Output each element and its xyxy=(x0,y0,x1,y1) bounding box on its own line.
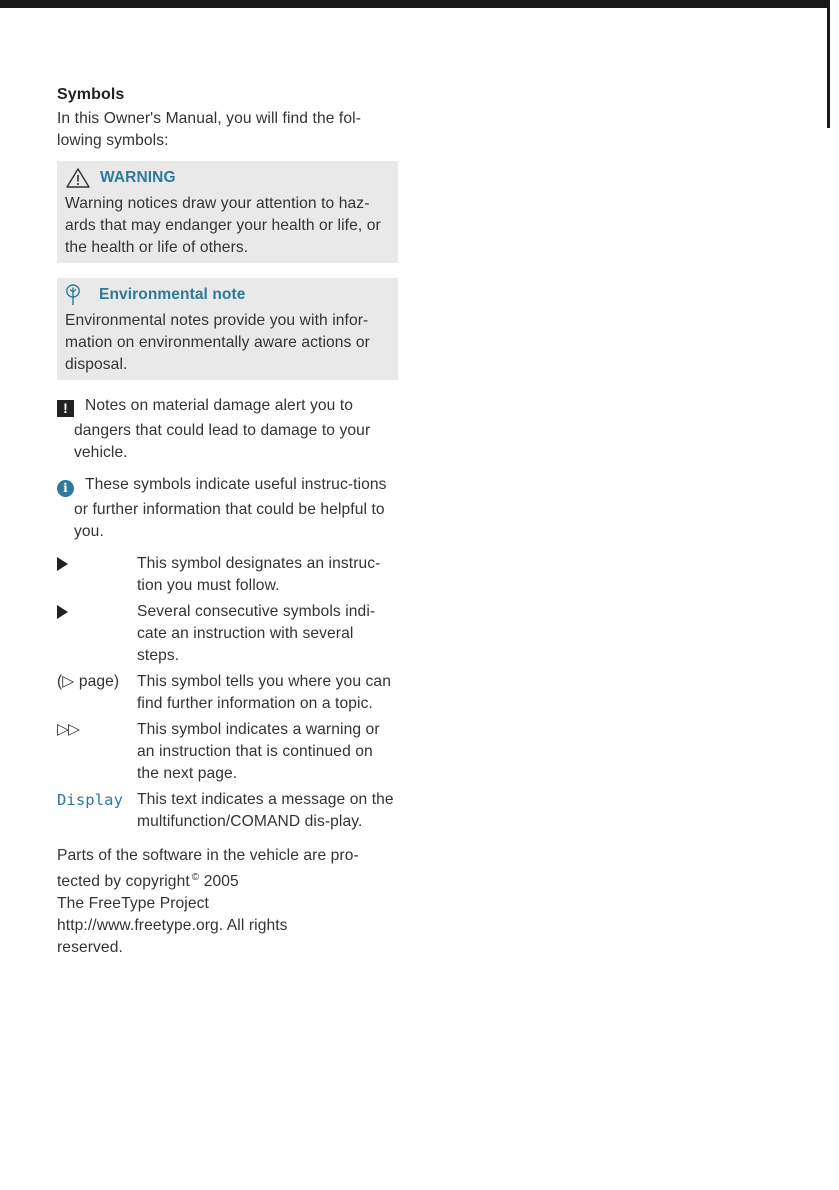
material-damage-text: Notes on material damage alert you to dangers that could lead to damage to your vehicle. xyxy=(74,397,371,461)
symbol-description: Several consecutive symbols indi-cate an instruction with several steps. xyxy=(137,603,376,664)
warning-box xyxy=(57,161,398,263)
environmental-title: Environmental note xyxy=(99,286,246,303)
symbol-description: This symbol tells you where you can find further information on a topic. xyxy=(137,673,391,712)
copyright-symbol: © xyxy=(191,872,200,883)
environmental-text: Environmental notes provide you with infor-mation on environmentally aware actions or disposal. xyxy=(65,312,370,373)
info-icon: i xyxy=(57,480,74,497)
copyright-year: 2005 xyxy=(203,873,239,890)
symbol-row xyxy=(57,789,398,833)
copyright-link: http://www.freetype.org. All rights xyxy=(57,917,288,934)
copyright-line: reserved. xyxy=(57,939,123,956)
copyright-notice xyxy=(57,845,398,959)
symbol-description: This text indicates a message on the multifunction/COMAND dis-play. xyxy=(137,791,394,830)
symbol-row xyxy=(57,601,398,667)
symbol-row xyxy=(57,553,398,597)
page-side-rule xyxy=(827,0,830,128)
instruction-arrow-icon xyxy=(57,605,68,619)
info-note xyxy=(57,474,398,543)
copyright-line: The FreeType Project xyxy=(57,895,209,912)
info-note-text: These symbols indicate useful instruc-tions or further information that could be helpful to you. xyxy=(74,476,387,540)
environmental-title-row xyxy=(65,284,390,306)
symbols-section xyxy=(57,82,398,959)
exclamation-icon: ! xyxy=(57,400,74,417)
environmental-note-box xyxy=(57,278,398,380)
warning-title: WARNING xyxy=(100,169,176,186)
instruction-arrow-icon xyxy=(57,557,68,571)
continued-symbol: ▷▷ xyxy=(57,721,79,738)
warning-title-row xyxy=(65,167,390,189)
intro-text: In this Owner's Manual, you will find the fol- lowing symbols: xyxy=(57,110,361,149)
environment-leaf-icon xyxy=(65,284,81,306)
display-text-symbol: Display xyxy=(57,791,124,809)
section-heading: Symbols xyxy=(57,86,125,103)
page-reference-symbol: (▷ page) xyxy=(57,673,120,690)
warning-text: Warning notices draw your attention to haz-ards that may endanger your health or life, or the health or life of others. xyxy=(65,195,381,256)
material-damage-note xyxy=(57,395,398,464)
symbol-row xyxy=(57,671,398,715)
symbol-description: This symbol designates an instruc-tion you must follow. xyxy=(137,555,381,594)
page-top-rule xyxy=(0,0,830,8)
copyright-line: Parts of the software in the vehicle are pro- xyxy=(57,847,359,864)
warning-triangle-icon xyxy=(65,168,91,188)
copyright-line: tected by copyright © 2005 xyxy=(57,872,239,890)
symbol-description: This symbol indicates a warning or an instruction that is continued on the next page. xyxy=(137,721,380,782)
symbol-row xyxy=(57,719,398,785)
